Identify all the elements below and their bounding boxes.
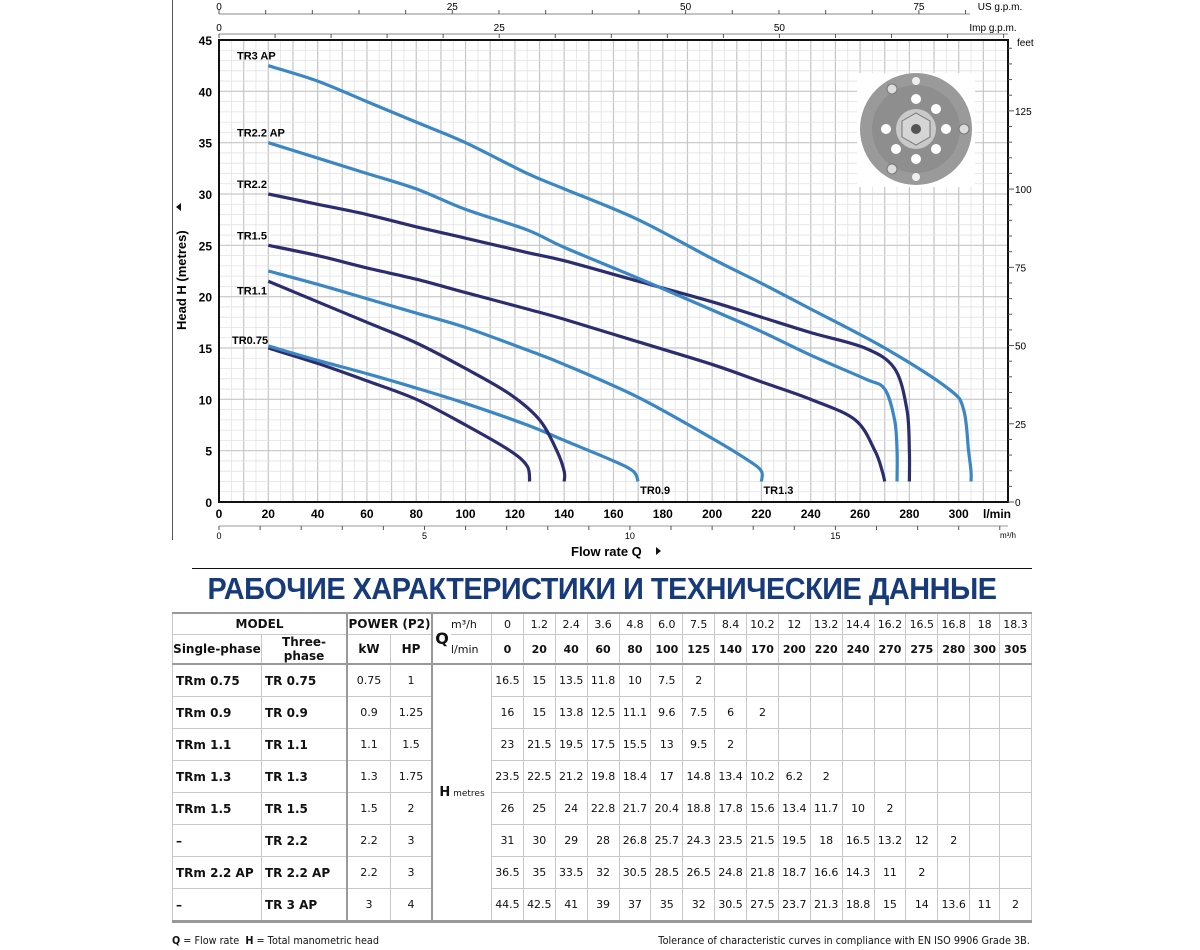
head-value: 33.5 [555,857,587,889]
table-header-row-2 [173,635,1032,665]
power-hp: 1.75 [391,761,433,793]
table-row [173,793,1032,825]
head-value: 32 [587,857,619,889]
head-value: 36.5 [492,857,524,889]
head-value: 9.5 [683,729,715,761]
y-tick-label: 5 [205,444,212,459]
curve-label: TR2.2 AP [237,127,285,140]
head-value: 12 [906,825,938,857]
head-value [1000,825,1032,857]
m3h-value: 18 [970,613,1000,635]
footer-h-key: H [245,935,254,947]
head-value: 18.7 [778,857,810,889]
three-phase-model: TR 0.9 [262,697,348,729]
curve-label: TR2.2 [237,179,267,191]
head-value: 24 [555,793,587,825]
head-value [874,761,906,793]
head-value: 11 [874,857,906,889]
head-value [874,697,906,729]
head-value [715,664,747,697]
head-value [938,697,970,729]
y-tick-label: 15 [198,342,212,356]
head-value: 18 [810,825,842,857]
x-tick-label: 80 [409,507,423,521]
head-value: 10 [619,664,651,697]
head-value [1000,857,1032,889]
head-value [970,825,1000,857]
power-kw: 0.75 [347,664,391,697]
curve-label: TR1.3 [763,485,794,497]
h-metres-label [432,664,492,921]
head-value: 2 [938,825,970,857]
x-tick-label: 200 [702,507,723,521]
head-value [906,793,938,825]
three-phase-model: TR 1.5 [262,793,348,825]
power-hp: 4 [391,889,433,922]
head-value: 26.5 [683,857,715,889]
head-value: 35 [651,889,683,922]
y-tick-label: 20 [198,290,212,305]
head-value: 13.4 [715,761,747,793]
arrow-up-icon [176,203,181,211]
head-value: 13.6 [938,889,970,922]
head-value: 19.5 [555,729,587,761]
footer-rule [172,921,1032,923]
head-value: 13.4 [778,793,810,825]
head-value: 19.8 [587,761,619,793]
single-phase-model: TRm 1.5 [173,793,262,825]
head-value [938,729,970,761]
head-value [842,729,874,761]
y-tick-label: 0 [205,496,212,510]
head-value: 24.8 [715,857,747,889]
three-phase-model: TR 2.2 [262,825,348,857]
head-value: 21.5 [747,825,779,857]
head-value: 23.7 [778,889,810,922]
head-value: 30 [523,825,555,857]
single-phase-model: TRm 0.75 [173,664,262,697]
y-axis-title-text: Head H (metres) [174,230,189,330]
x-tick-label: 140 [554,507,575,521]
head-value: 28.5 [651,857,683,889]
head-value [778,664,810,697]
head-value: 30.5 [619,857,651,889]
us-gpm-tick-label: 25 [446,2,458,13]
x-tick-label: 100 [455,507,476,521]
imp-gpm-tick-label: 50 [773,23,785,34]
head-value: 18.8 [683,793,715,825]
head-value: 37 [619,889,651,922]
head-value: 2 [1000,889,1032,922]
head-value: 42.5 [523,889,555,922]
m3h-value: 2.4 [555,613,587,635]
x-tick-label: 220 [751,507,772,521]
us-gpm-tick-label: 50 [680,2,692,13]
head-value [747,664,779,697]
single-phase-model: TRm 0.9 [173,697,262,729]
head-value: 31 [492,825,524,857]
lmin-value: 80 [619,635,651,665]
head-value: 21.7 [619,793,651,825]
m3h-value: 6.0 [651,613,683,635]
section-heading: РАБОЧИЕ ХАРАКТЕРИСТИКИ И ТЕХНИЧЕСКИЕ ДАННЫЕ [207,571,997,606]
table-row [173,697,1032,729]
head-value: 21.2 [555,761,587,793]
head-value [1000,793,1032,825]
lmin-value: 40 [555,635,587,665]
head-value: 39 [587,889,619,922]
x-tick-label: 280 [899,507,920,521]
head-value: 24.3 [683,825,715,857]
arrow-right-icon [656,547,661,555]
head-value [842,664,874,697]
head-value [938,761,970,793]
lmin-value: 170 [747,635,779,665]
head-value [906,697,938,729]
feet-tick-label: 125 [1015,106,1032,118]
power-kw: 2.2 [347,857,391,889]
table-row [173,761,1032,793]
head-value [842,697,874,729]
y-tick-label: 45 [198,34,212,48]
head-value: 2 [874,793,906,825]
head-value [970,729,1000,761]
table-row [173,664,1032,697]
head-value: 12.5 [587,697,619,729]
head-value [1000,664,1032,697]
lmin-unit: l/min [451,635,492,665]
head-value: 26 [492,793,524,825]
head-value: 7.5 [651,664,683,697]
hp-header: HP [391,635,433,665]
specifications-table [172,612,1032,922]
curve-label: TR0.9 [640,485,671,497]
head-value: 9.6 [651,697,683,729]
m3h-value: 18.3 [1000,613,1032,635]
power-hp: 3 [391,825,433,857]
head-value: 6.2 [778,761,810,793]
head-value [906,761,938,793]
lmin-value: 60 [587,635,619,665]
head-value: 20.4 [651,793,683,825]
head-value: 16.5 [842,825,874,857]
m3h-value: 0 [492,613,524,635]
power-header: POWER (P2) [347,613,432,635]
head-value: 15 [523,664,555,697]
head-value: 21.5 [523,729,555,761]
m3h-axis-label: m³/h [1000,531,1016,540]
head-value: 41 [555,889,587,922]
m3h-value: 7.5 [683,613,715,635]
single-phase-model: TRm 2.2 AP [173,857,262,889]
x-tick-label: 20 [261,507,275,521]
y-tick-label: 25 [198,239,212,254]
head-value: 30.5 [715,889,747,922]
head-value: 17.8 [715,793,747,825]
x-tick-label: 40 [310,507,325,521]
head-value: 23.5 [492,761,524,793]
x-axis-title [571,544,661,559]
m3h-value: 12 [778,613,810,635]
footer-legend [172,935,379,947]
us-gpm-tick-label: 0 [216,2,222,13]
table-header-row-1 [173,613,1032,635]
lmin-value: 270 [874,635,906,665]
x-tick-label: 0 [215,507,223,521]
feet-tick-label: 0 [1015,498,1021,509]
footer-q-text: = Flow rate [180,935,246,947]
m3h-value: 3.6 [587,613,619,635]
feet-tick-label: 25 [1015,419,1027,431]
table-row [173,729,1032,761]
head-value: 18.4 [619,761,651,793]
x-tick-label: 300 [948,507,969,521]
lmin-value: 140 [715,635,747,665]
head-value: 14 [906,889,938,922]
power-kw: 0.9 [347,697,391,729]
model-header: MODEL [173,613,348,635]
y-tick-label: 10 [198,393,212,408]
head-value: 2 [683,664,715,697]
m3h-tick-label: 5 [421,531,427,541]
y-tick-label: 35 [198,136,212,151]
table-row [173,889,1032,922]
head-value: 2 [747,697,779,729]
m3h-tick-label: 0 [216,531,222,541]
y-tick-label: 30 [198,188,212,202]
head-value: 21.8 [747,857,779,889]
head-value: 13.2 [874,825,906,857]
head-value: 2 [715,729,747,761]
q-label: Q [432,613,451,664]
x-tick-label: 60 [360,507,374,521]
head-value: 21.3 [810,889,842,922]
power-hp: 1.5 [391,729,433,761]
head-value: 23 [492,729,524,761]
x-axis-title-text: Flow rate Q [571,544,642,559]
power-kw: 1.3 [347,761,391,793]
head-value: 13.8 [555,697,587,729]
power-hp: 1 [391,664,433,697]
feet-tick-label: 75 [1015,263,1027,275]
m3h-value: 4.8 [619,613,651,635]
curve-label: TR1.5 [237,230,267,243]
kw-header: kW [347,635,391,665]
head-value: 26.8 [619,825,651,857]
curve-label: TR3 AP [237,50,276,63]
head-value: 7.5 [683,697,715,729]
lmin-value: 200 [778,635,810,665]
imp-gpm-tick-label: 25 [493,23,505,34]
head-value: 11.8 [587,664,619,697]
table-row [173,857,1032,889]
x-tick-label: 180 [652,507,673,521]
head-value: 19.5 [778,825,810,857]
lmin-value: 240 [842,635,874,665]
head-value: 15.5 [619,729,651,761]
power-kw: 3 [347,889,391,922]
x-tick-label: 120 [504,507,525,521]
curve-label: TR1.1 [237,285,267,298]
impeller-photo [857,73,975,187]
head-value: 29 [555,825,587,857]
lmin-value: 20 [523,635,555,665]
head-value [778,697,810,729]
power-hp: 3 [391,857,433,889]
feet-tick-label: 50 [1015,341,1027,353]
head-value [778,729,810,761]
head-value [810,729,842,761]
head-value: 10 [842,793,874,825]
head-value: 16.5 [492,664,524,697]
single-phase-model: TRm 1.3 [173,761,262,793]
m3h-value: 1.2 [523,613,555,635]
y-axis-title [174,203,189,330]
head-value [810,664,842,697]
head-value: 22.8 [587,793,619,825]
three-phase-header: Three-phase [262,635,348,665]
head-value [970,761,1000,793]
m3h-value: 16.5 [906,613,938,635]
single-phase-model: TRm 1.1 [173,729,262,761]
power-kw: 2.2 [347,825,391,857]
m3h-tick-label: 10 [624,531,635,541]
three-phase-model: TR 3 AP [262,889,348,922]
head-value: 17.5 [587,729,619,761]
head-value: 11.1 [619,697,651,729]
head-value: 15 [523,697,555,729]
head-value [970,857,1000,889]
three-phase-model: TR 1.1 [262,729,348,761]
imp-gpm-axis-label: Imp g.p.m. [969,23,1017,34]
head-value [747,729,779,761]
single-phase-model: – [173,825,262,857]
head-value: 35 [523,857,555,889]
lmin-value: 300 [970,635,1000,665]
head-value: 32 [683,889,715,922]
head-value: 2 [810,761,842,793]
lmin-value: 0 [492,635,524,665]
head-value: 44.5 [492,889,524,922]
lmin-value: 125 [683,635,715,665]
m3h-tick-label: 15 [830,531,841,541]
head-value [1000,761,1032,793]
head-value: 6 [715,697,747,729]
table-row [173,825,1032,857]
head-value [1000,729,1032,761]
head-value: 14.8 [683,761,715,793]
m3h-value: 14.4 [842,613,874,635]
m3h-unit: m³/h [451,613,492,635]
footer-tolerance: Tolerance of characteristic curves in compliance with EN ISO 9906 Grade 3B. [658,935,1030,947]
m3h-value: 16.8 [938,613,970,635]
three-phase-model: TR 0.75 [262,664,348,697]
single-phase-header: Single-phase [173,635,262,665]
head-value: 28 [587,825,619,857]
head-value [970,664,1000,697]
m3h-value: 16.2 [874,613,906,635]
head-value: 18.8 [842,889,874,922]
head-value [938,664,970,697]
head-value: 14.3 [842,857,874,889]
head-value: 16 [492,697,524,729]
head-value: 17 [651,761,683,793]
imp-gpm-tick-label: 0 [216,23,222,34]
three-phase-model: TR 1.3 [262,761,348,793]
head-value [938,857,970,889]
head-value: 15 [874,889,906,922]
head-value: 2 [906,857,938,889]
head-value [970,793,1000,825]
curve-label: TR0.75 [232,335,269,347]
x-tick-label: 240 [800,507,821,521]
head-value: 22.5 [523,761,555,793]
feet-axis-label: feet [1017,38,1034,49]
heading-rule [192,568,1032,569]
head-value [810,697,842,729]
m3h-value: 8.4 [715,613,747,635]
lmin-value: 275 [906,635,938,665]
footer-h-text: = Total manometric head [253,935,379,947]
head-value: 11 [970,889,1000,922]
feet-tick-label: 100 [1015,185,1032,197]
head-value: 13.5 [555,664,587,697]
head-value [1000,697,1032,729]
h-label: H [439,785,451,800]
head-value: 25.7 [651,825,683,857]
power-hp: 1.25 [391,697,433,729]
head-value: 11.7 [810,793,842,825]
power-hp: 2 [391,793,433,825]
head-value: 16.6 [810,857,842,889]
lmin-value: 220 [810,635,842,665]
head-value: 25 [523,793,555,825]
single-phase-model: – [173,889,262,922]
power-kw: 1.1 [347,729,391,761]
x-tick-label: 260 [850,507,871,521]
head-value: 23.5 [715,825,747,857]
head-value: 15.6 [747,793,779,825]
head-value [906,664,938,697]
head-value [938,793,970,825]
head-value: 27.5 [747,889,779,922]
lmin-value: 280 [938,635,970,665]
head-value [970,697,1000,729]
us-gpm-tick-label: 75 [913,2,925,13]
head-value: 13 [651,729,683,761]
m3h-value: 13.2 [810,613,842,635]
head-value [874,729,906,761]
head-value: 10.2 [747,761,779,793]
head-value [842,761,874,793]
lmin-value: 305 [1000,635,1032,665]
head-value [874,664,906,697]
h-unit: metres [450,789,485,799]
section-heading-bar [172,568,1032,610]
lmin-axis-label: l/min [983,507,1012,521]
three-phase-model: TR 2.2 AP [262,857,348,889]
lmin-value: 100 [651,635,683,665]
x-tick-label: 160 [603,507,624,521]
head-value [906,729,938,761]
m3h-value: 10.2 [747,613,779,635]
footer-q-key: Q [172,935,181,947]
power-kw: 1.5 [347,793,391,825]
y-tick-label: 40 [198,85,212,100]
us-gpm-axis-label: US g.p.m. [977,2,1023,13]
